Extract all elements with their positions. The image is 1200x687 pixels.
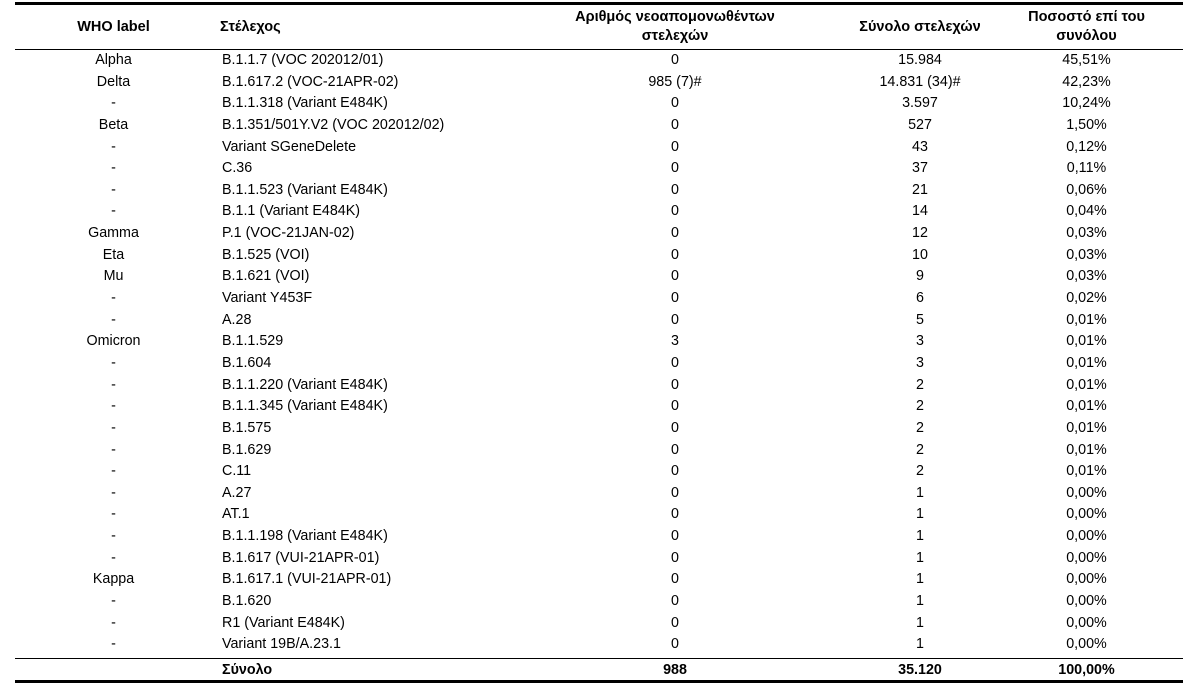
table-row	[15, 115, 1183, 137]
strain-cell: Variant SGeneDelete	[222, 138, 357, 155]
isolated-cell: 0	[671, 138, 679, 155]
isolated-cell: 0	[671, 549, 679, 566]
strain-cell: B.1.617 (VUI-21APR-01)	[222, 549, 380, 566]
header-strain: Στέλεχος	[220, 18, 281, 35]
who-cell: -	[111, 441, 116, 458]
who-cell: -	[111, 203, 116, 220]
isolated-cell: 0	[671, 116, 679, 133]
table-row	[15, 266, 1183, 288]
table-row	[15, 223, 1183, 245]
strain-cell: B.1.617.2 (VOC-21APR-02)	[222, 73, 399, 90]
table-row	[15, 440, 1183, 462]
table-row	[15, 72, 1183, 94]
isolated-cell: 0	[671, 181, 679, 198]
strain-cell: Variant 19B/A.23.1	[222, 636, 341, 653]
table-body	[15, 50, 1183, 656]
strain-cell: C.11	[222, 463, 252, 480]
who-cell: -	[111, 354, 116, 371]
total-cell: 14	[912, 203, 928, 220]
percent-cell: 0,01%	[1066, 419, 1107, 436]
percent-cell: 1,50%	[1066, 116, 1107, 133]
table-row	[15, 504, 1183, 526]
who-cell: -	[111, 463, 116, 480]
isolated-cell: 0	[671, 398, 679, 415]
percent-cell: 0,03%	[1066, 268, 1107, 285]
isolated-cell: 0	[671, 246, 679, 263]
who-cell: -	[111, 484, 116, 501]
total-cell: 2	[916, 398, 924, 415]
strain-cell: B.1.1.220 (Variant E484K)	[222, 376, 388, 393]
table-row	[15, 526, 1183, 548]
total-cell: 5	[916, 311, 924, 328]
total-cell: 1	[916, 636, 924, 653]
table-row	[15, 375, 1183, 397]
percent-cell: 0,00%	[1066, 528, 1107, 545]
strain-cell: Variant Y453F	[222, 290, 313, 307]
isolated-cell: 0	[671, 203, 679, 220]
strain-cell: B.1.575	[222, 419, 272, 436]
isolated-cell: 0	[671, 484, 679, 501]
who-cell: -	[111, 160, 116, 177]
total-cell: 9	[916, 268, 924, 285]
total-cell: 10	[912, 246, 928, 263]
who-cell: -	[111, 181, 116, 198]
total-percent: 100,00%	[1058, 662, 1115, 678]
who-cell: Omicron	[86, 333, 141, 350]
total-cell: 21	[912, 181, 928, 198]
table-row	[15, 634, 1183, 656]
table-row	[15, 158, 1183, 180]
table-row	[15, 93, 1183, 115]
isolated-cell: 985 (7)#	[648, 73, 702, 90]
total-cell: 2	[916, 441, 924, 458]
total-label: Σύνολο	[222, 662, 273, 678]
percent-cell: 0,12%	[1066, 138, 1107, 155]
strain-cell: A.27	[222, 484, 252, 501]
who-cell: -	[111, 528, 116, 545]
isolated-cell: 0	[671, 419, 679, 436]
header-isolated	[535, 5, 815, 49]
who-cell: Delta	[96, 73, 131, 90]
isolated-cell: 0	[671, 268, 679, 285]
strain-cell: C.36	[222, 160, 253, 177]
total-cell: 14.831 (34)#	[879, 73, 961, 90]
who-cell: Beta	[98, 116, 129, 133]
total-cell: 2	[916, 463, 924, 480]
strain-cell: B.1.620	[222, 593, 272, 610]
table-row	[15, 245, 1183, 267]
isolated-cell: 0	[671, 311, 679, 328]
isolated-cell: 0	[671, 441, 679, 458]
who-cell: Mu	[103, 268, 124, 285]
percent-cell: 0,00%	[1066, 593, 1107, 610]
percent-cell: 0,01%	[1066, 463, 1107, 480]
who-cell: Eta	[102, 246, 125, 263]
isolated-cell: 0	[671, 95, 679, 112]
total-cell: 2	[916, 419, 924, 436]
table-row	[15, 483, 1183, 505]
total-cell: 37	[912, 160, 928, 177]
table-row	[15, 569, 1183, 591]
total-rule	[15, 658, 1183, 659]
total-cell: 1	[916, 593, 924, 610]
table-row	[15, 613, 1183, 635]
table-row	[15, 331, 1183, 353]
header-isolated-line2: στελεχών	[641, 28, 709, 44]
isolated-cell: 0	[671, 463, 679, 480]
total-cell: 15.984	[898, 52, 942, 68]
percent-cell: 0,06%	[1066, 181, 1107, 198]
table-row	[15, 180, 1183, 202]
percent-cell: 45,51%	[1062, 52, 1111, 68]
total-cell: 43	[912, 138, 928, 155]
total-cell: 2	[916, 376, 924, 393]
strain-cell: P.1 (VOC-21JAN-02)	[222, 225, 355, 242]
percent-cell: 0,01%	[1066, 311, 1107, 328]
isolated-cell: 0	[671, 614, 679, 631]
strain-cell: B.1.1 (Variant E484K)	[222, 203, 361, 220]
percent-cell: 0,00%	[1066, 571, 1107, 588]
percent-cell: 0,03%	[1066, 225, 1107, 242]
total-cell: 12	[912, 225, 928, 242]
percent-cell: 0,01%	[1066, 333, 1107, 350]
strain-cell: B.1.351/501Y.V2 (VOC 202012/02)	[222, 116, 445, 133]
who-cell: -	[111, 636, 116, 653]
table-bottom-rule	[15, 680, 1183, 683]
who-cell: -	[111, 419, 116, 436]
total-cell: 527	[908, 116, 932, 133]
percent-cell: 0,00%	[1066, 636, 1107, 653]
total-cell: 1	[916, 528, 924, 545]
isolated-cell: 0	[671, 528, 679, 545]
strain-cell: B.1.604	[222, 354, 272, 371]
isolated-cell: 3	[671, 333, 679, 350]
percent-cell: 0,01%	[1066, 398, 1107, 415]
isolated-cell: 0	[671, 636, 679, 653]
isolated-cell: 0	[671, 225, 679, 242]
total-cell: 1	[916, 614, 924, 631]
percent-cell: 0,04%	[1066, 203, 1107, 220]
table-row	[15, 591, 1183, 613]
strain-cell: B.1.1.7 (VOC 202012/01)	[222, 52, 384, 68]
total-cell: 1	[916, 571, 924, 588]
who-cell: Gamma	[88, 225, 139, 242]
isolated-cell: 0	[671, 593, 679, 610]
who-cell: -	[111, 311, 116, 328]
who-cell: -	[111, 290, 116, 307]
table-row	[15, 461, 1183, 483]
percent-cell: 0,11%	[1066, 160, 1107, 177]
total-cell: 1	[916, 506, 924, 523]
who-cell: Kappa	[92, 571, 135, 588]
header-percent-line2: συνόλου	[1056, 28, 1117, 44]
who-cell: -	[111, 95, 116, 112]
total-strains: 35.120	[898, 662, 942, 678]
table-row	[15, 137, 1183, 159]
strain-cell: B.1.617.1 (VUI-21APR-01)	[222, 571, 392, 588]
strain-cell: R1 (Variant E484K)	[222, 614, 345, 631]
table-row	[15, 548, 1183, 570]
total-cell: 1	[916, 549, 924, 566]
percent-cell: 0,01%	[1066, 354, 1107, 371]
strain-cell: AT.1	[222, 506, 250, 523]
table-row	[15, 50, 1183, 72]
strain-cell: B.1.1.198 (Variant E484K)	[222, 528, 388, 545]
total-cell: 3	[916, 354, 924, 371]
percent-cell: 0,03%	[1066, 246, 1107, 263]
isolated-cell: 0	[671, 506, 679, 523]
table-row	[15, 396, 1183, 418]
isolated-cell: 0	[671, 571, 679, 588]
strain-cell: B.1.1.345 (Variant E484K)	[222, 398, 388, 415]
total-cell: 6	[916, 290, 924, 307]
percent-cell: 0,00%	[1066, 506, 1107, 523]
total-isolated: 988	[663, 662, 687, 678]
percent-cell: 0,01%	[1066, 376, 1107, 393]
table-row	[15, 201, 1183, 223]
isolated-cell: 0	[671, 376, 679, 393]
total-cell: 3.597	[902, 95, 938, 112]
who-cell: -	[111, 398, 116, 415]
strain-cell: A.28	[222, 311, 252, 328]
total-row	[15, 660, 1183, 680]
table-row	[15, 310, 1183, 332]
percent-cell: 10,24%	[1062, 95, 1111, 112]
strain-cell: B.1.629	[222, 441, 272, 458]
table-row	[15, 353, 1183, 375]
strain-cell: B.1.1.318 (Variant E484K)	[222, 95, 388, 112]
who-cell: -	[111, 506, 116, 523]
header-isolated-line1: Αριθμός νεοαπομονωθέντων	[575, 9, 775, 25]
total-cell: 1	[916, 484, 924, 501]
isolated-cell: 0	[671, 290, 679, 307]
percent-cell: 0,00%	[1066, 484, 1107, 501]
who-cell: Alpha	[95, 52, 132, 68]
strain-cell: B.1.525 (VOI)	[222, 246, 310, 263]
isolated-cell: 0	[671, 52, 679, 68]
strain-cell: B.1.1.529	[222, 333, 284, 350]
strain-cell: B.1.1.523 (Variant E484K)	[222, 181, 388, 198]
total-cell: 3	[916, 333, 924, 350]
who-cell: -	[111, 593, 116, 610]
isolated-cell: 0	[671, 160, 679, 177]
table-row	[15, 418, 1183, 440]
percent-cell: 0,00%	[1066, 614, 1107, 631]
header-percent	[990, 5, 1183, 49]
header-total: Σύνολο στελεχών	[859, 18, 981, 35]
header-who-label: WHO label	[77, 18, 150, 35]
isolated-cell: 0	[671, 354, 679, 371]
table-row	[15, 288, 1183, 310]
percent-cell: 0,01%	[1066, 441, 1107, 458]
percent-cell: 0,02%	[1066, 290, 1107, 307]
who-cell: -	[111, 549, 116, 566]
strain-cell: B.1.621 (VOI)	[222, 268, 310, 285]
who-cell: -	[111, 376, 116, 393]
header-percent-line1: Ποσοστό επί του	[1028, 9, 1145, 25]
percent-cell: 0,00%	[1066, 549, 1107, 566]
who-cell: -	[111, 614, 116, 631]
percent-cell: 42,23%	[1062, 73, 1111, 90]
who-cell: -	[111, 138, 116, 155]
